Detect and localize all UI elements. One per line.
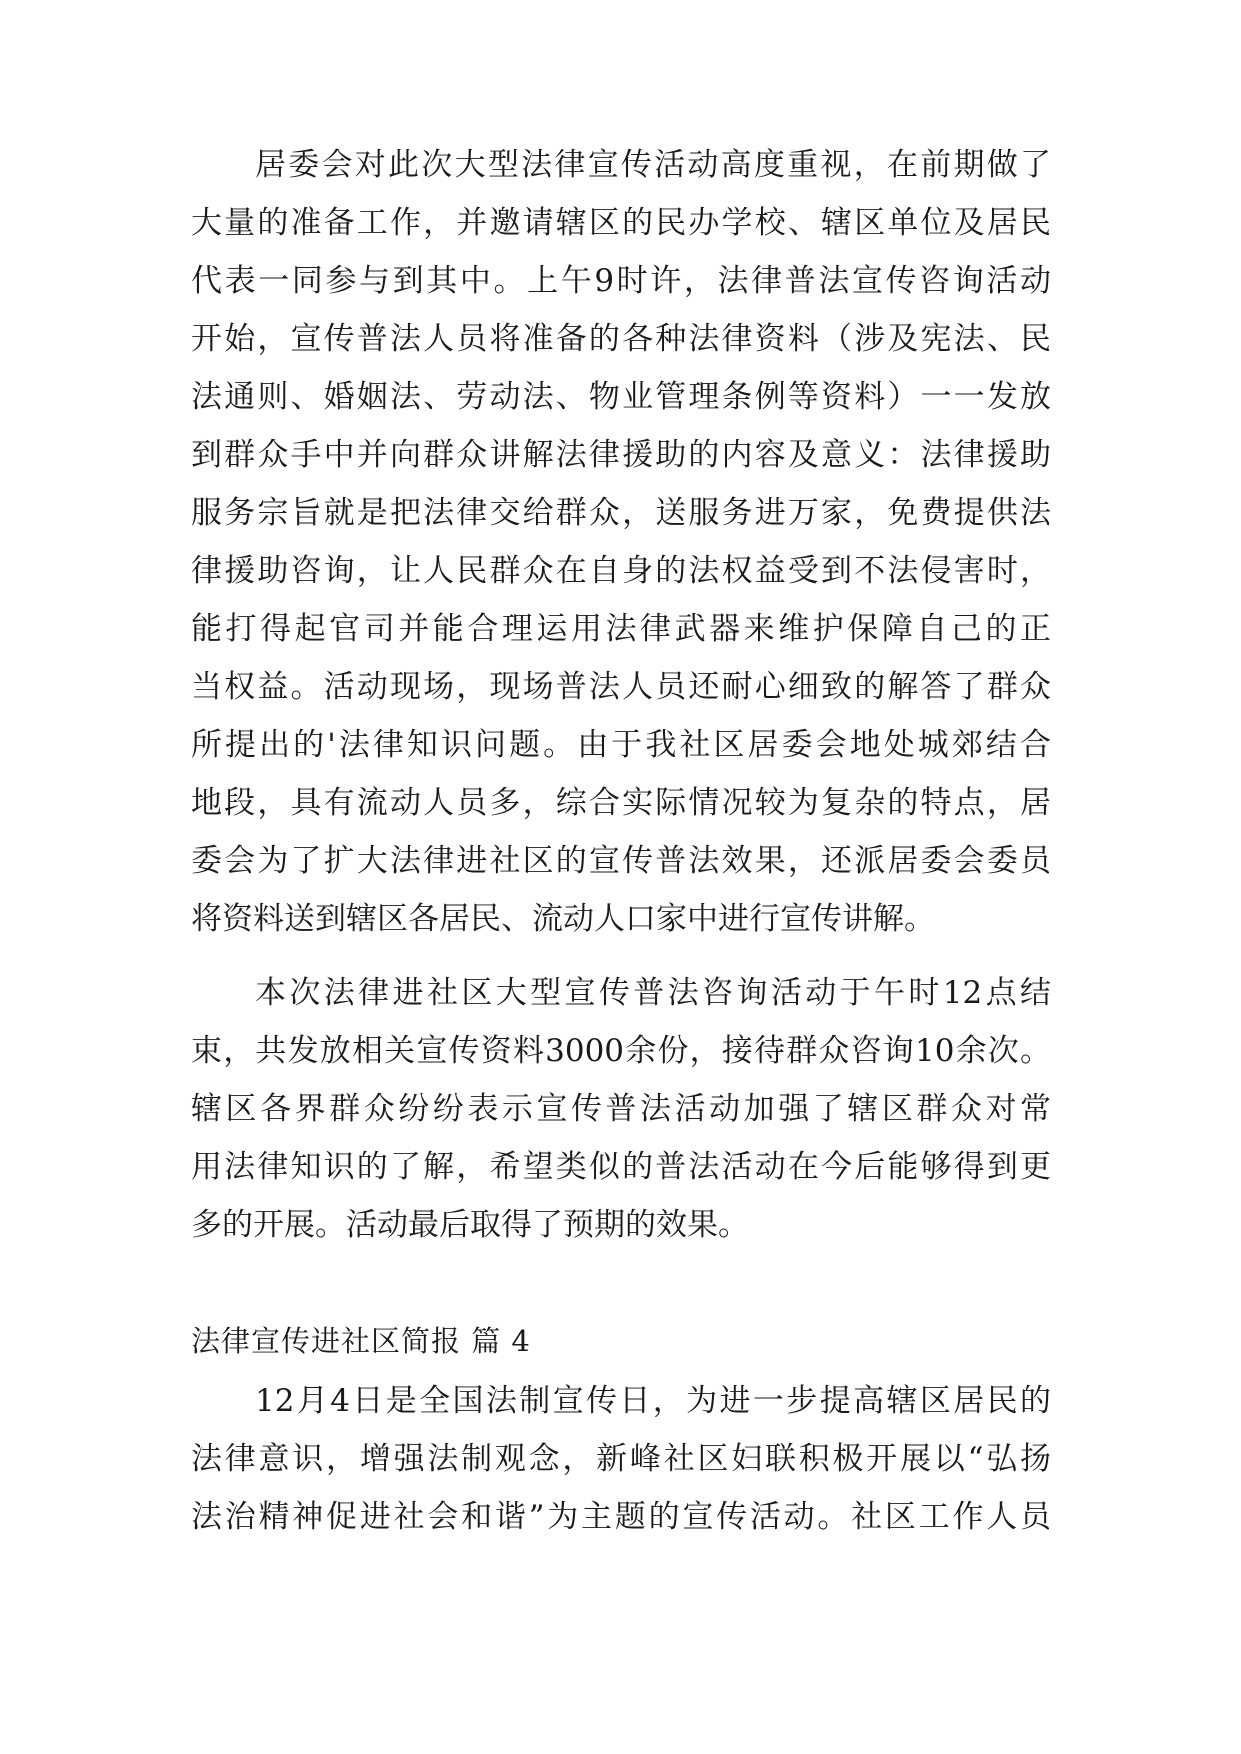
paragraph-line: 多的开展。活动最后取得了预期的效果。 — [191, 1207, 749, 1243]
paragraph-line: 能打得起官司并能合理运用法律武器来维护保障自己的正 — [191, 611, 1051, 647]
paragraph-line: 服务宗旨就是把法律交给群众，送服务进万家，免费提供法 — [191, 495, 1051, 531]
paragraph-line: 用法律知识的了解，希望类似的普法活动在今后能够得到更 — [191, 1149, 1051, 1185]
paragraph-line: 12月4日是全国法制宣传日，为进一步提高辖区居民的 — [255, 1383, 1051, 1419]
paragraph-line: 律援助咨询，让人民群众在自身的法权益受到不法侵害时， — [191, 553, 1051, 589]
paragraph-line: 法治精神促进社会和谐”为主题的宣传活动。社区工作人员 — [191, 1499, 1051, 1535]
paragraph-line: 束，共发放相关宣传资料3000余份，接待群众咨询10余次。 — [191, 1033, 1051, 1069]
paragraph-line: 辖区各界群众纷纷表示宣传普法活动加强了辖区群众对常 — [191, 1091, 1051, 1127]
paragraph-line: 地段，具有流动人员多，综合实际情况较为复杂的特点，居 — [191, 785, 1051, 821]
paragraph-line: 法律意识，增强法制观念，新峰社区妇联积极开展以“弘扬 — [191, 1441, 1051, 1477]
paragraph-line: 所提出的'法律知识问题。由于我社区居委会地处城郊结合 — [191, 727, 1051, 763]
paragraph-line: 开始，宣传普法人员将准备的各种法律资料（涉及宪法、民 — [191, 321, 1051, 357]
paragraph-line: 当权益。活动现场，现场普法人员还耐心细致的解答了群众 — [191, 669, 1051, 705]
paragraph-line: 居委会对此次大型法律宣传活动高度重视，在前期做了 — [255, 147, 1051, 183]
paragraph-line: 代表一同参与到其中。上午9时许，法律普法宣传咨询活动 — [191, 263, 1051, 299]
paragraph-line: 将资料送到辖区各居民、流动人口家中进行宣传讲解。 — [191, 901, 935, 937]
paragraph-line: 委会为了扩大法律进社区的宣传普法效果，还派居委会委员 — [191, 843, 1051, 879]
paragraph-line: 到群众手中并向群众讲解法律援助的内容及意义：法律援助 — [191, 437, 1051, 473]
section-heading: 法律宣传进社区简报 篇 4 — [191, 1324, 531, 1358]
paragraph-line: 本次法律进社区大型宣传普法咨询活动于午时12点结 — [255, 975, 1051, 1011]
paragraph-line: 法通则、婚姻法、劳动法、物业管理条例等资料）一一发放 — [191, 379, 1051, 415]
paragraph-line: 大量的准备工作，并邀请辖区的民办学校、辖区单位及居民 — [191, 205, 1051, 241]
